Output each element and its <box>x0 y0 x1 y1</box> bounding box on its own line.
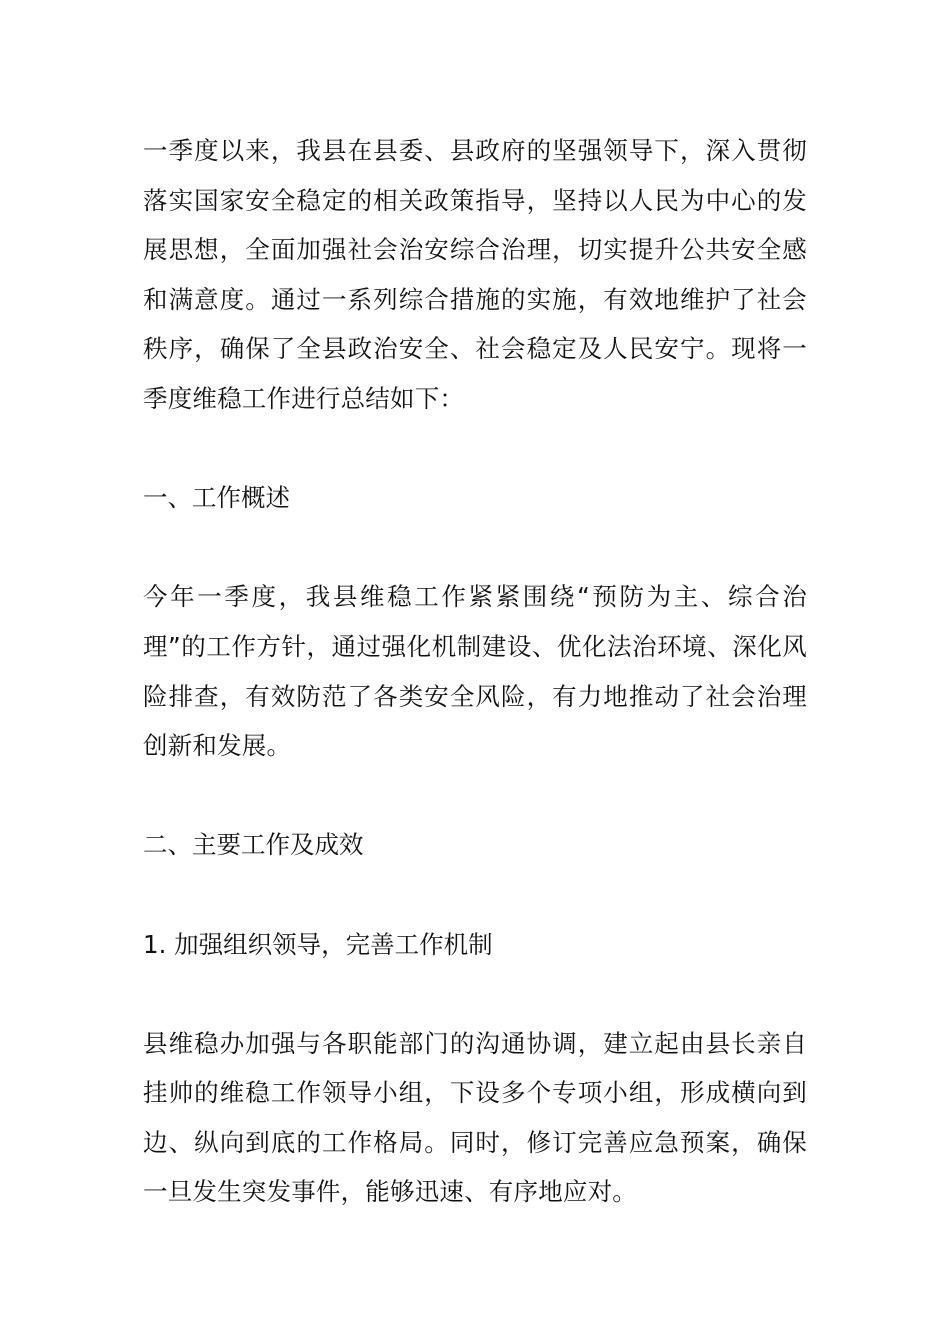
spacer <box>143 969 807 1019</box>
spacer <box>143 771 807 821</box>
section-1-heading: 一、工作概述 <box>143 483 290 513</box>
section-1-paragraph: 今年一季度，我县维稳工作紧紧围绕“预防为主、综合治理”的工作方针，通过强化机制建设、优化法治环境、深化风险排查，有效防范了各类安全风险，有力地推动了社会治理创新和发展。 <box>143 582 807 761</box>
spacer <box>143 523 807 573</box>
document-page <box>143 126 807 1217</box>
subsection-1-heading: 1. 加强组织领导，完善工作机制 <box>143 929 493 959</box>
spacer <box>143 870 807 920</box>
subsection-1-paragraph: 县维稳办加强与各职能部门的沟通协调，建立起由县长亲自挂帅的维稳工作领导小组，下设多个专项小组，形成横向到边、纵向到底的工作格局。同时，修订完善应急预案，确保一旦发生突发事件，能够迅速、有序地应对。 <box>143 1028 807 1207</box>
section-2-heading: 二、主要工作及成效 <box>143 830 364 860</box>
intro-paragraph: 一季度以来，我县在县委、县政府的坚强领导下，深入贯彻落实国家安全稳定的相关政策指导，坚持以人民为中心的发展思想，全面加强社会治安综合治理，切实提升公共安全感和满意度。通过一系列综合措施的实施，有效地维护了社会秩序，确保了全县政治安全、社会稳定及人民安宁。现将一季度维稳工作进行总结如下： <box>143 136 807 413</box>
spacer <box>143 424 807 474</box>
